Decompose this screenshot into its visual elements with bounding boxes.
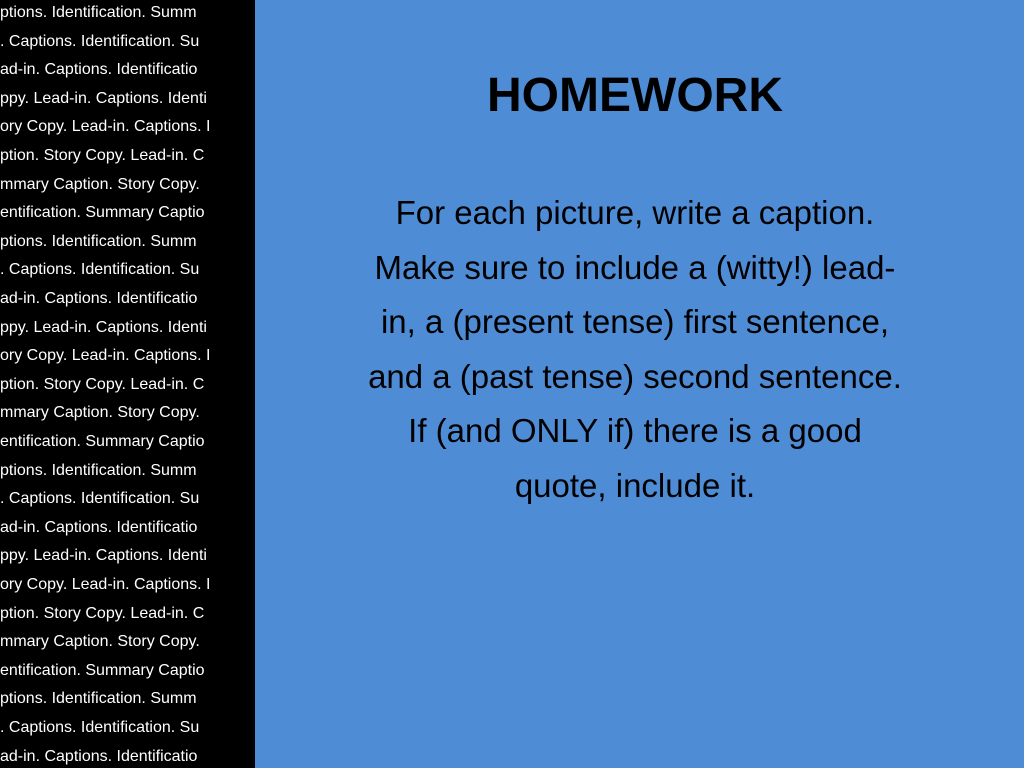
sidebar-text-line: ption. Story Copy. Lead-in. C: [0, 604, 205, 622]
body-line: and a (past tense) second sentence.: [368, 357, 902, 395]
sidebar-text-line: ad-in. Captions. Identificatio: [0, 61, 198, 79]
sidebar-text-line: ption. Story Copy. Lead-in. C: [0, 375, 205, 393]
sidebar-text-line: entification. Summary Captio: [0, 661, 205, 679]
sidebar-text-line: ory Copy. Lead-in. Captions. I: [0, 118, 211, 136]
slide-body: [290, 186, 980, 513]
sidebar-text-line: entification. Summary Captio: [0, 433, 205, 450]
decorative-text-sidebar: [0, 0, 255, 768]
sidebar-text-line: ppy. Lead-in. Captions. Identi: [0, 318, 207, 336]
sidebar-text-line: ppy. Lead-in. Captions. Identi: [0, 89, 207, 107]
body-line: in, a (present tense) first sentence,: [380, 303, 890, 340]
sidebar-text-line: . Captions. Identification. Su: [0, 490, 200, 508]
sidebar-text-line: ory Copy. Lead-in. Captions. I: [0, 576, 211, 593]
sidebar-text-line: . Captions. Identification. Su: [0, 32, 200, 50]
sidebar-text-line: . Captions. Identification. Su: [0, 261, 200, 279]
sidebar-text-line: ption. Story Copy. Lead-in. C: [0, 147, 205, 164]
sidebar-text-line: ad-in. Captions. Identificatio: [0, 747, 198, 765]
sidebar-text-line: mmary Caption. Story Copy.: [0, 404, 200, 422]
sidebar-text-line: ptions. Identification. Summ: [0, 232, 197, 250]
sidebar-text-line: ptions. Identification. Summ: [0, 4, 197, 21]
sidebar-text-line: ory Copy. Lead-in. Captions. I: [0, 347, 211, 365]
sidebar-text-line: . Captions. Identification. Su: [0, 719, 200, 736]
sidebar-text-line: ptions. Identification. Summ: [0, 461, 197, 479]
slide-title: HOMEWORK: [487, 69, 783, 122]
sidebar-text-line: mmary Caption. Story Copy.: [0, 175, 200, 193]
sidebar-text-line: ad-in. Captions. Identificatio: [0, 290, 198, 307]
sidebar-text-line: mmary Caption. Story Copy.: [0, 633, 200, 651]
sidebar-text-line: entification. Summary Captio: [0, 204, 205, 222]
body-line: Make sure to include a (witty!) lead-: [374, 248, 896, 286]
sidebar-text-line: ppy. Lead-in. Captions. Identi: [0, 547, 207, 565]
body-line: If (and ONLY if) there is a good: [408, 412, 862, 449]
sidebar-text-line: ad-in. Captions. Identificatio: [0, 518, 198, 536]
sidebar-text-line: ptions. Identification. Summ: [0, 690, 197, 708]
body-line: For each picture, write a caption.: [395, 194, 875, 231]
slide-content: [290, 0, 980, 768]
body-line: quote, include it.: [514, 466, 756, 504]
